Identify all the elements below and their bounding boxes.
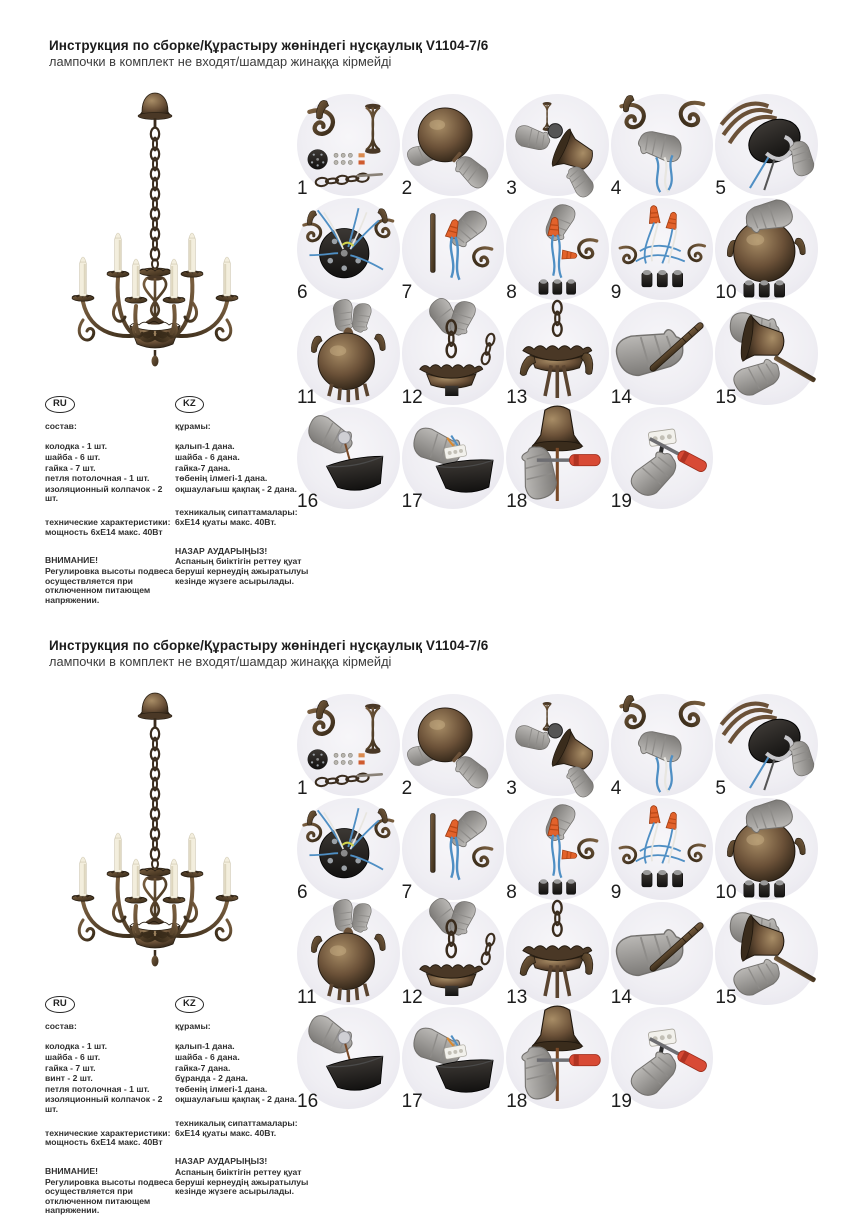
step-photo-mount-bracket-wiring [715, 94, 818, 196]
kz-tech-heading: техникалық сипаттамалары: [175, 1119, 330, 1129]
assembly-step [505, 901, 610, 1005]
step-photo-attach-ball-finial [402, 694, 505, 796]
step-number: 11 [297, 987, 317, 1009]
step-number: 16 [297, 491, 318, 513]
kz-tech-value: 6хЕ14 қуаты макс. 40Вт. [175, 1129, 330, 1139]
assembly-step [505, 197, 610, 301]
step-number: 5 [715, 778, 726, 800]
assembly-step [401, 197, 506, 301]
part-item: петля потолочная - 1 шт. [45, 1085, 175, 1095]
assembly-step [505, 1006, 610, 1110]
step-number: 16 [297, 1091, 318, 1113]
assembly-step [401, 93, 506, 197]
chain [151, 128, 159, 261]
ru-parts-heading: состав: [45, 422, 175, 432]
step-number: 10 [715, 882, 736, 904]
step-number: 3 [506, 778, 517, 800]
ru-parts-list [45, 1042, 175, 1114]
kz-warning-block [175, 1157, 330, 1197]
step-photo-twist-wire-connector [402, 198, 505, 300]
step-number: 13 [506, 987, 527, 1009]
kz-warning-text: Аспаның биіктігін реттеу қуат беруші кернеудің ажыратылуы кезінде жүзеге асырылады. [175, 1168, 330, 1197]
part-item: қалып-1 дана. [175, 442, 330, 452]
assembly-steps-grid [296, 693, 819, 1110]
ru-warning-text: Регулировка высоты подвеса осуществляется при отключенном питающем напряжении. [45, 567, 175, 606]
step-number: 17 [402, 1091, 423, 1113]
kz-parts-heading: құрамы: [175, 422, 330, 432]
assembly-step [296, 301, 401, 405]
ru-parts-list [45, 442, 175, 504]
assembly-step [505, 301, 610, 405]
step-number: 7 [402, 882, 413, 904]
step-number: 1 [297, 778, 308, 800]
step-photo-hub-underside-wiring [297, 198, 400, 300]
step-photo-press-wire-connector [506, 198, 609, 300]
step-number: 14 [611, 387, 632, 409]
assembly-step [296, 406, 401, 510]
step-number: 11 [297, 387, 317, 409]
step-photo-attach-cage-cap [506, 94, 609, 196]
page-title: Инструкция по сборке/Құрастыру жөніндегі нұсқаулық V1104-7/6 [49, 638, 609, 653]
ru-tech-block [45, 518, 175, 537]
step-number: 6 [297, 882, 308, 904]
part-item: шайба - 6 шт. [45, 1053, 175, 1063]
assembly-step [610, 797, 715, 901]
assembly-step [714, 301, 819, 405]
step-number: 12 [402, 987, 423, 1009]
step-number: 12 [402, 387, 423, 409]
step-number: 2 [402, 778, 413, 800]
ru-tech-value: мощность 6хЕ14 макс. 40Вт [45, 528, 175, 538]
step-photo-connectors-installed [611, 798, 714, 900]
step-photo-press-wire-connector [506, 798, 609, 900]
step-number: 2 [402, 178, 413, 200]
assembly-step [401, 693, 506, 797]
ru-language-badge: RU [45, 996, 75, 1013]
step-number: 13 [506, 387, 527, 409]
part-item: бұранда - 2 дана. [175, 1074, 330, 1084]
part-item: шайба - 6 дана. [175, 453, 330, 463]
specifications-block [45, 996, 330, 1216]
assembly-step [714, 797, 819, 901]
part-item: гайка-7 дана. [175, 464, 330, 474]
step-number: 7 [402, 282, 413, 304]
assembly-step [401, 406, 506, 510]
step-number: 17 [402, 491, 423, 513]
kz-warning-heading: НАЗАР АУДАРЫҢЫЗ! [175, 1157, 330, 1167]
instruction-section [0, 0, 849, 600]
step-photo-mount-bracket-wiring [715, 694, 818, 796]
part-item: гайка - 7 шт. [45, 1064, 175, 1074]
step-number: 4 [611, 778, 622, 800]
assembly-step [401, 301, 506, 405]
assembly-step [714, 93, 819, 197]
step-number: 9 [611, 882, 622, 904]
ru-language-badge: RU [45, 396, 75, 413]
assembly-step [401, 901, 506, 1005]
assembly-step [505, 797, 610, 901]
step-photo-parts-overview [297, 694, 400, 796]
ru-warning-block [45, 1167, 175, 1216]
part-item: колодка - 1 шт. [45, 442, 175, 452]
assembly-step [714, 197, 819, 301]
ru-tech-value: мощность 6хЕ14 макс. 40Вт [45, 1138, 175, 1148]
step-photo-hold-arm-hub-wires [611, 694, 714, 796]
page-subtitle: лампочки в комплект не входят/шамдар жинаққа кірмейді [49, 54, 609, 69]
part-item: винт - 2 шт. [45, 1074, 175, 1084]
part-item: шайба - 6 шт. [45, 453, 175, 463]
step-photo-attach-ball-finial [402, 94, 505, 196]
part-item: изоляционный колпачок - 2 шт. [45, 1095, 175, 1114]
assembly-step [610, 93, 715, 197]
ru-warning-text: Регулировка высоты подвеса осуществляется при отключенном питающем напряжении. [45, 1178, 175, 1216]
part-item: төбенің ілмегі-1 дана. [175, 1085, 330, 1095]
assembly-step [296, 197, 401, 301]
assembly-step [296, 693, 401, 797]
step-photo-attach-cage-cap [506, 694, 609, 796]
part-item: қалып-1 дана. [175, 1042, 330, 1052]
part-item: оқшаулағыш қақпақ - 2 дана. [175, 485, 330, 495]
part-item: петля потолочная - 1 шт. [45, 474, 175, 484]
part-item: оқшаулағыш қақпақ - 2 дана. [175, 1095, 330, 1105]
assembly-step [296, 93, 401, 197]
step-photo-parts-overview [297, 94, 400, 196]
assembly-step [610, 301, 715, 405]
assembly-step [401, 1006, 506, 1110]
assembly-step [401, 797, 506, 901]
assembly-step [296, 901, 401, 1005]
ru-warning-heading: ВНИМАНИЕ! [45, 556, 175, 566]
assembly-step [505, 93, 610, 197]
step-number: 14 [611, 987, 632, 1009]
kz-warning-text: Аспаның биіктігін реттеу қуат беруші кернеудің ажыратылуы кезінде жүзеге асырылады. [175, 557, 330, 586]
part-item: изоляционный колпачок - 2 шт. [45, 485, 175, 504]
kz-warning-block [175, 547, 330, 587]
assembly-step [505, 406, 610, 510]
step-number: 19 [611, 1091, 632, 1113]
ru-warning-heading: ВНИМАНИЕ! [45, 1167, 175, 1177]
assembly-steps-grid [296, 93, 819, 510]
step-photo-connectors-installed [611, 198, 714, 300]
assembly-step [296, 1006, 401, 1110]
step-number: 19 [611, 491, 632, 513]
assembly-step [610, 693, 715, 797]
ru-column [45, 996, 175, 1216]
assembly-step [610, 406, 715, 510]
step-number: 5 [715, 178, 726, 200]
ru-tech-block [45, 1129, 175, 1148]
assembly-step [714, 693, 819, 797]
section-header [49, 638, 609, 669]
part-item: гайка-7 дана. [175, 1064, 330, 1074]
step-number: 15 [715, 387, 736, 409]
ru-warning-block [45, 556, 175, 605]
step-number: 6 [297, 282, 308, 304]
section-header [49, 38, 609, 69]
step-photo-hold-arm-hub-wires [611, 94, 714, 196]
assembly-step [610, 197, 715, 301]
step-number: 18 [506, 491, 527, 513]
part-item: шайба - 6 дана. [175, 1053, 330, 1063]
assembly-step [714, 901, 819, 1005]
step-number: 8 [506, 882, 517, 904]
ru-parts-heading: состав: [45, 1022, 175, 1032]
assembly-step [610, 901, 715, 1005]
step-number: 4 [611, 178, 622, 200]
kz-language-badge: KZ [175, 396, 204, 413]
chandelier-drawing [30, 88, 280, 388]
chandelier-drawing [30, 688, 280, 988]
step-photo-twist-wire-connector [402, 798, 505, 900]
step-number: 1 [297, 178, 308, 200]
chain [151, 728, 159, 861]
kz-warning-heading: НАЗАР АУДАРЫҢЫЗ! [175, 547, 330, 557]
ru-tech-heading: технические характеристики: [45, 518, 175, 528]
step-number: 3 [506, 178, 517, 200]
specifications-block [45, 396, 330, 605]
kz-tech-block [175, 1119, 330, 1138]
ru-column [45, 396, 175, 605]
kz-tech-heading: техникалық сипаттамалары: [175, 508, 330, 518]
kz-tech-value: 6хЕ14 қуаты макс. 40Вт. [175, 518, 330, 528]
instruction-section [0, 600, 849, 1200]
page-subtitle: лампочки в комплект не входят/шамдар жинаққа кірмейді [49, 654, 609, 669]
assembly-step [610, 1006, 715, 1110]
chandelier-product-image [30, 688, 280, 988]
assembly-step [505, 693, 610, 797]
kz-language-badge: KZ [175, 996, 204, 1013]
part-item: төбенің ілмегі-1 дана. [175, 474, 330, 484]
step-number: 9 [611, 282, 622, 304]
part-item: колодка - 1 шт. [45, 1042, 175, 1052]
step-photo-hub-underside-wiring [297, 798, 400, 900]
step-number: 15 [715, 987, 736, 1009]
step-number: 8 [506, 282, 517, 304]
kz-parts-heading: құрамы: [175, 1022, 330, 1032]
page-title: Инструкция по сборке/Құрастыру жөніндегі нұсқаулық V1104-7/6 [49, 38, 609, 53]
assembly-step [296, 797, 401, 901]
step-number: 18 [506, 1091, 527, 1113]
ru-tech-heading: технические характеристики: [45, 1129, 175, 1139]
part-item: гайка - 7 шт. [45, 464, 175, 474]
chandelier-product-image [30, 88, 280, 388]
step-number: 10 [715, 282, 736, 304]
